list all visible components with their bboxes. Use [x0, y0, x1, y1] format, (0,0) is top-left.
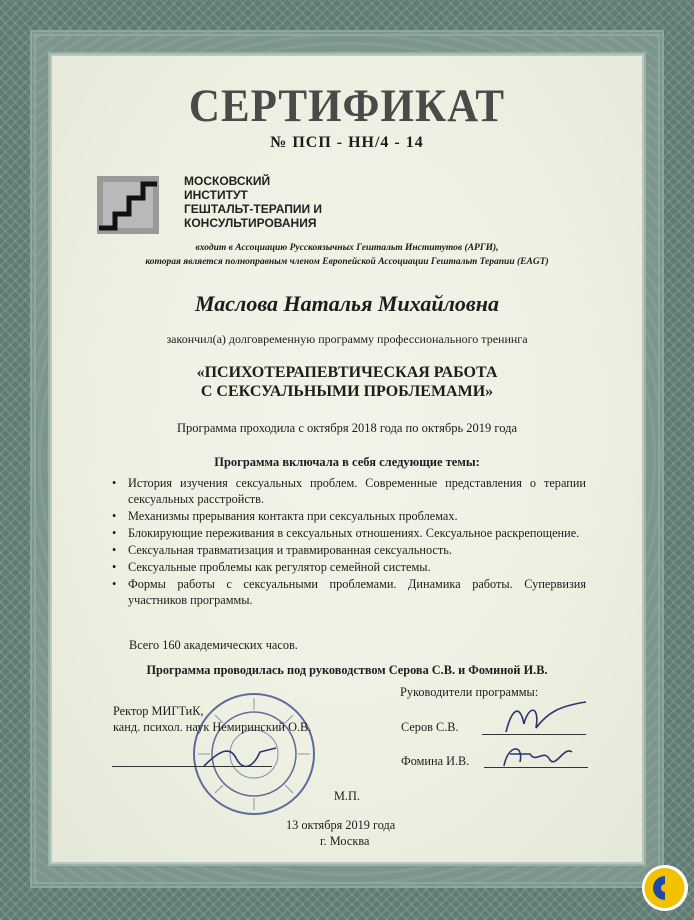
completed-text: закончил(а) долговременную программу профессионального тренинга: [166, 332, 528, 346]
topic-text: История изучения сексуальных проблем. Современные представления о терапии сексуальных расстройств.: [128, 476, 586, 506]
signer-2-name: Фомина И.В.: [401, 754, 470, 768]
institute-name-line: ИНСТИТУТ: [184, 188, 248, 202]
topic-text: Сексуальные проблемы как регулятор семейной системы.: [128, 560, 431, 574]
program-title: [0, 363, 694, 401]
program-heads-label: Руководители программы:: [400, 685, 539, 699]
list-item: [112, 508, 586, 524]
corner-logo-icon: [640, 862, 690, 914]
recipient-name: Маслова Наталья Михайловна: [195, 291, 499, 316]
total-hours: Всего 160 академических часов.: [129, 638, 298, 652]
bullet-icon: •: [112, 543, 117, 557]
signer-2-signature-icon: [496, 738, 576, 774]
topic-text: Механизмы прерывания контакта при сексуальных проблемах.: [128, 509, 458, 523]
bullet-icon: •: [112, 476, 117, 490]
topics-list: [112, 475, 586, 609]
bullet-icon: •: [112, 577, 117, 591]
issue-city: г. Москва: [320, 834, 370, 848]
list-item: [112, 475, 586, 507]
certificate-number: № ПСП - НН/4 - 14: [270, 134, 424, 151]
institute-name-line: ГЕШТАЛЬТ-ТЕРАПИИ И: [184, 202, 323, 216]
program-period: Программа проходила с октября 2018 года по октябрь 2019 года: [176, 421, 518, 435]
bullet-icon: •: [112, 509, 117, 523]
institute-name-line: МОСКОВСКИЙ: [184, 174, 271, 188]
list-item: [112, 542, 586, 558]
signer-1-name: Серов С.В.: [401, 720, 459, 734]
bullet-icon: •: [112, 560, 117, 574]
institute-logo-icon: [97, 176, 159, 234]
topic-text: Сексуальная травматизация и травмированная сексуальность.: [128, 543, 452, 557]
rector-name: канд. психол. наук Немиринский О.В.: [113, 720, 312, 734]
topic-text: Блокирующие переживания в сексуальных отношениях. Сексуальное раскрепощение.: [128, 526, 580, 540]
bullet-icon: •: [112, 526, 117, 540]
association-line-1: входит в Ассоциацию Русскоязычных Гештальт Институтов (АРГИ),: [195, 243, 499, 253]
topic-text: Формы работы с сексуальными проблемами. Динамика работы. Супервизия участников программы.: [128, 577, 586, 607]
program-title-line-1: «ПСИХОТЕРАПЕВТИЧЕСКАЯ РАБОТА: [196, 364, 498, 381]
association-line-2: которая является полноправным членом Европейской Ассоциации Гештальт Терапии (EAGT): [145, 257, 549, 267]
institute-name: [184, 174, 322, 230]
institute-name-line: КОНСУЛЬТИРОВАНИЯ: [184, 216, 317, 230]
list-item: [112, 576, 586, 608]
topics-heading: Программа включала в себя следующие темы:: [214, 455, 480, 469]
leadership-text: Программа проводилась под руководством Серова С.В. и Фоминой И.В.: [146, 663, 548, 677]
association-text: [0, 241, 694, 269]
issue-date: 13 октября 2019 года: [286, 818, 396, 832]
signer-1-signature-icon: [500, 698, 590, 738]
program-title-line-2: С СЕКСУАЛЬНЫМИ ПРОБЛЕМАМИ»: [200, 383, 494, 400]
certificate-title: СЕРТИФИКАТ: [188, 81, 506, 132]
rector-signature-icon: [200, 740, 280, 774]
list-item: [112, 525, 586, 541]
list-item: [112, 559, 586, 575]
rector-title: Ректор МИГТиК,: [113, 704, 204, 718]
stamp-place-label: М.П.: [334, 789, 360, 803]
